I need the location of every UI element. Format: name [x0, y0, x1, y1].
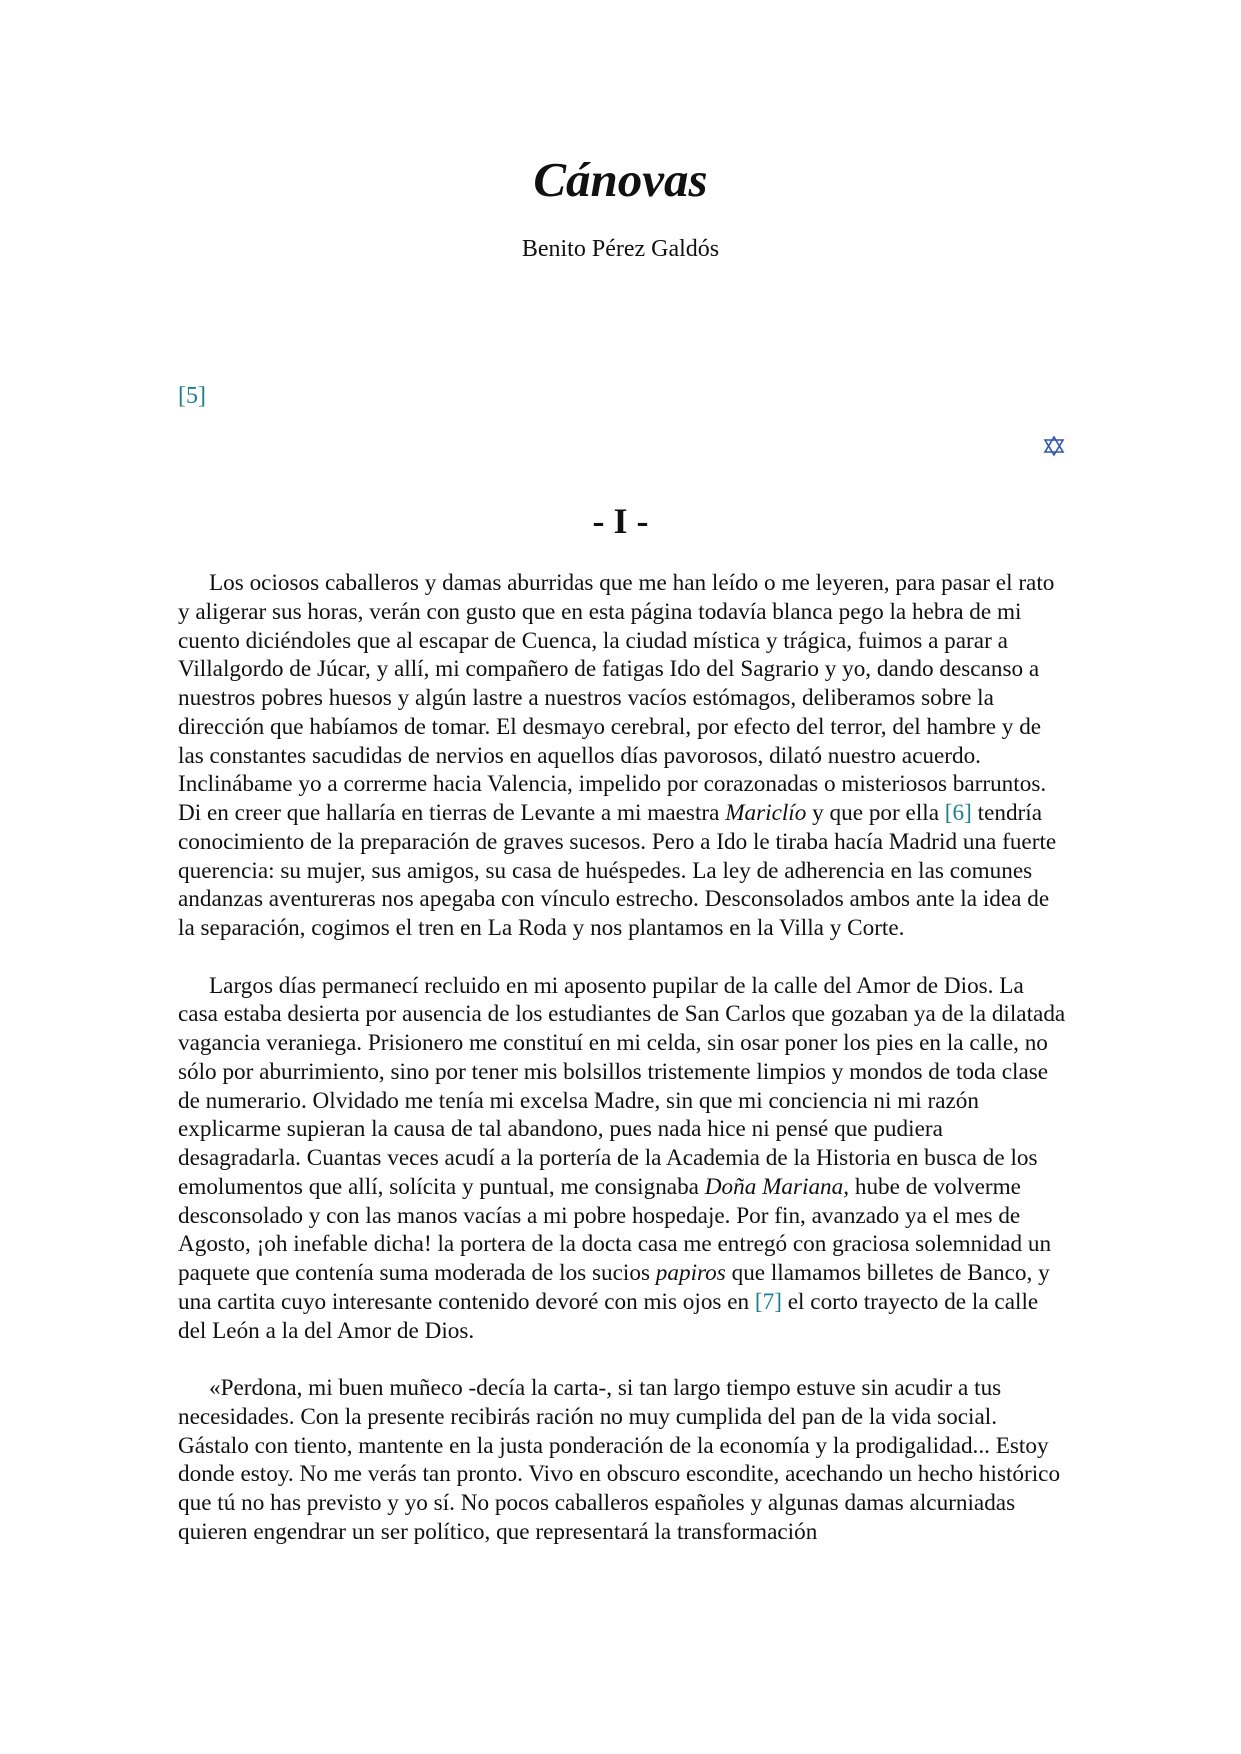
paragraph-text: que llamamos billetes de Banco, y una cartita cuyo interesante contenido devoré con mis ojos en	[178, 1260, 1050, 1315]
document-author: Benito Pérez Galdós	[521, 236, 720, 262]
paragraph-3	[178, 1374, 1068, 1547]
chapter-body	[178, 569, 1068, 1575]
paragraph-text: y que por ella	[806, 800, 945, 826]
paragraph-text: el corto trayecto de la calle del León a la del Amor de Dios.	[178, 1288, 1039, 1344]
paragraph-text: «Perdona, mi buen muñeco -decía la carta-, si tan largo tiempo estuve sin acudir a tus necesidades. Con la presente recibirás ración no muy cumplida del pan de la vida social. Gástalo con tiento, mantente en la justa ponderación de la economía y la prodigalidad... Estoy donde estoy. No me verás tan pronto. Vivo en obscuro escondite, acechando un hecho histórico que tú no has previsto y yo sí. No pocos caballeros españoles y algunas damas alcurniadas quieren engendrar un ser político, que representará la transformación	[178, 1375, 1061, 1545]
paragraph-text: Los ociosos caballeros y damas aburridas que me han leído o me leyeren, para pasar el rato y aligerar sus horas, verán con gusto que en esta página todavía blanca pego la hebra de mi cuento diciéndoles que al escapar de Cuenca, la ciudad mística y trágica, fuimos a parar a Villalgordo de Júcar, y allí, mi compañero de fatigas Ido del Sagrario y yo, dando descanso a nuestros pobres huesos y algún lastre a nuestros vacíos estómagos, deliberamos sobre la dirección que habíamos de tomar. El desmayo cerebral, por efecto del terror, del hambre y de las constantes sacudidas de nervios en aquellos días pavorosos, dilató nuestro acuerdo. Inclinábame yo a correrme hacia Valencia, impelido por corazonadas o misteriosos barruntos. Di en creer que hallaría en tierras de Levante a mi maestra	[178, 570, 1055, 826]
chapter-heading: - I -	[592, 501, 649, 541]
page-number-link-5[interactable]: [5]	[178, 383, 206, 409]
paragraph-text: tendría conocimiento de la preparación de graves sucesos. Pero a Ido le tiraba hacía Madrid una fuerte querencia: su mujer, sus amigos, su casa de huéspedes. La ley de adherencia en las comunes andanzas aventureras nos apegaba con vínculo estrecho. Desconsolados ambos ante la idea de la separación, cogimos el tren en La Roda y nos plantamos en la Villa y Corte.	[178, 800, 1057, 941]
page-marker	[178, 381, 206, 411]
paragraph-2	[178, 972, 1068, 1346]
italic-word: papiros	[655, 1260, 726, 1286]
italic-name: Mariclío	[725, 800, 807, 826]
page-number-link-7[interactable]: [7]	[754, 1288, 782, 1315]
paragraph-1	[178, 569, 1068, 943]
paragraph-text: , hube de volverme desconsolado y con las manos vacías a mi pobre hospedaje. Por fin, avanzado ya el mes de Agosto, ¡oh inefable dicha! la portera de la docta casa me entregó con graciosa solemnidad un paquete que contenía suma moderada de los sucios	[178, 1173, 1052, 1286]
page-number-link-6[interactable]: [6]	[944, 800, 972, 826]
document-title: Cánovas	[533, 152, 708, 207]
paragraph-text: Largos días permanecí recluido en mi aposento pupilar de la calle del Amor de Dios. La casa estaba desierta por ausencia de los estudiantes de San Carlos que gozaban ya de la dilatada vagancia veraniega. Prisionero me constituí en mi celda, sin osar poner los pies en la calle, no sólo por aburrimiento, sino por tener mis bolsillos tristemente limpios y mondos de toda clase de numerario. Olvidado me tenía mi excelsa Madre, sin que mi conciencia ni mi razón explicarme supieran la causa de tal abandono, pues nada hice ni pensé que pudiera desagradarla. Cuantas veces acudí a la portería de la Academia de la Historia en busca de los emolumentos que allí, solícita y puntual, me consignaba	[178, 972, 1066, 1200]
star-of-david-icon[interactable]	[1042, 435, 1066, 457]
italic-name: Doña Mariana	[704, 1173, 844, 1200]
